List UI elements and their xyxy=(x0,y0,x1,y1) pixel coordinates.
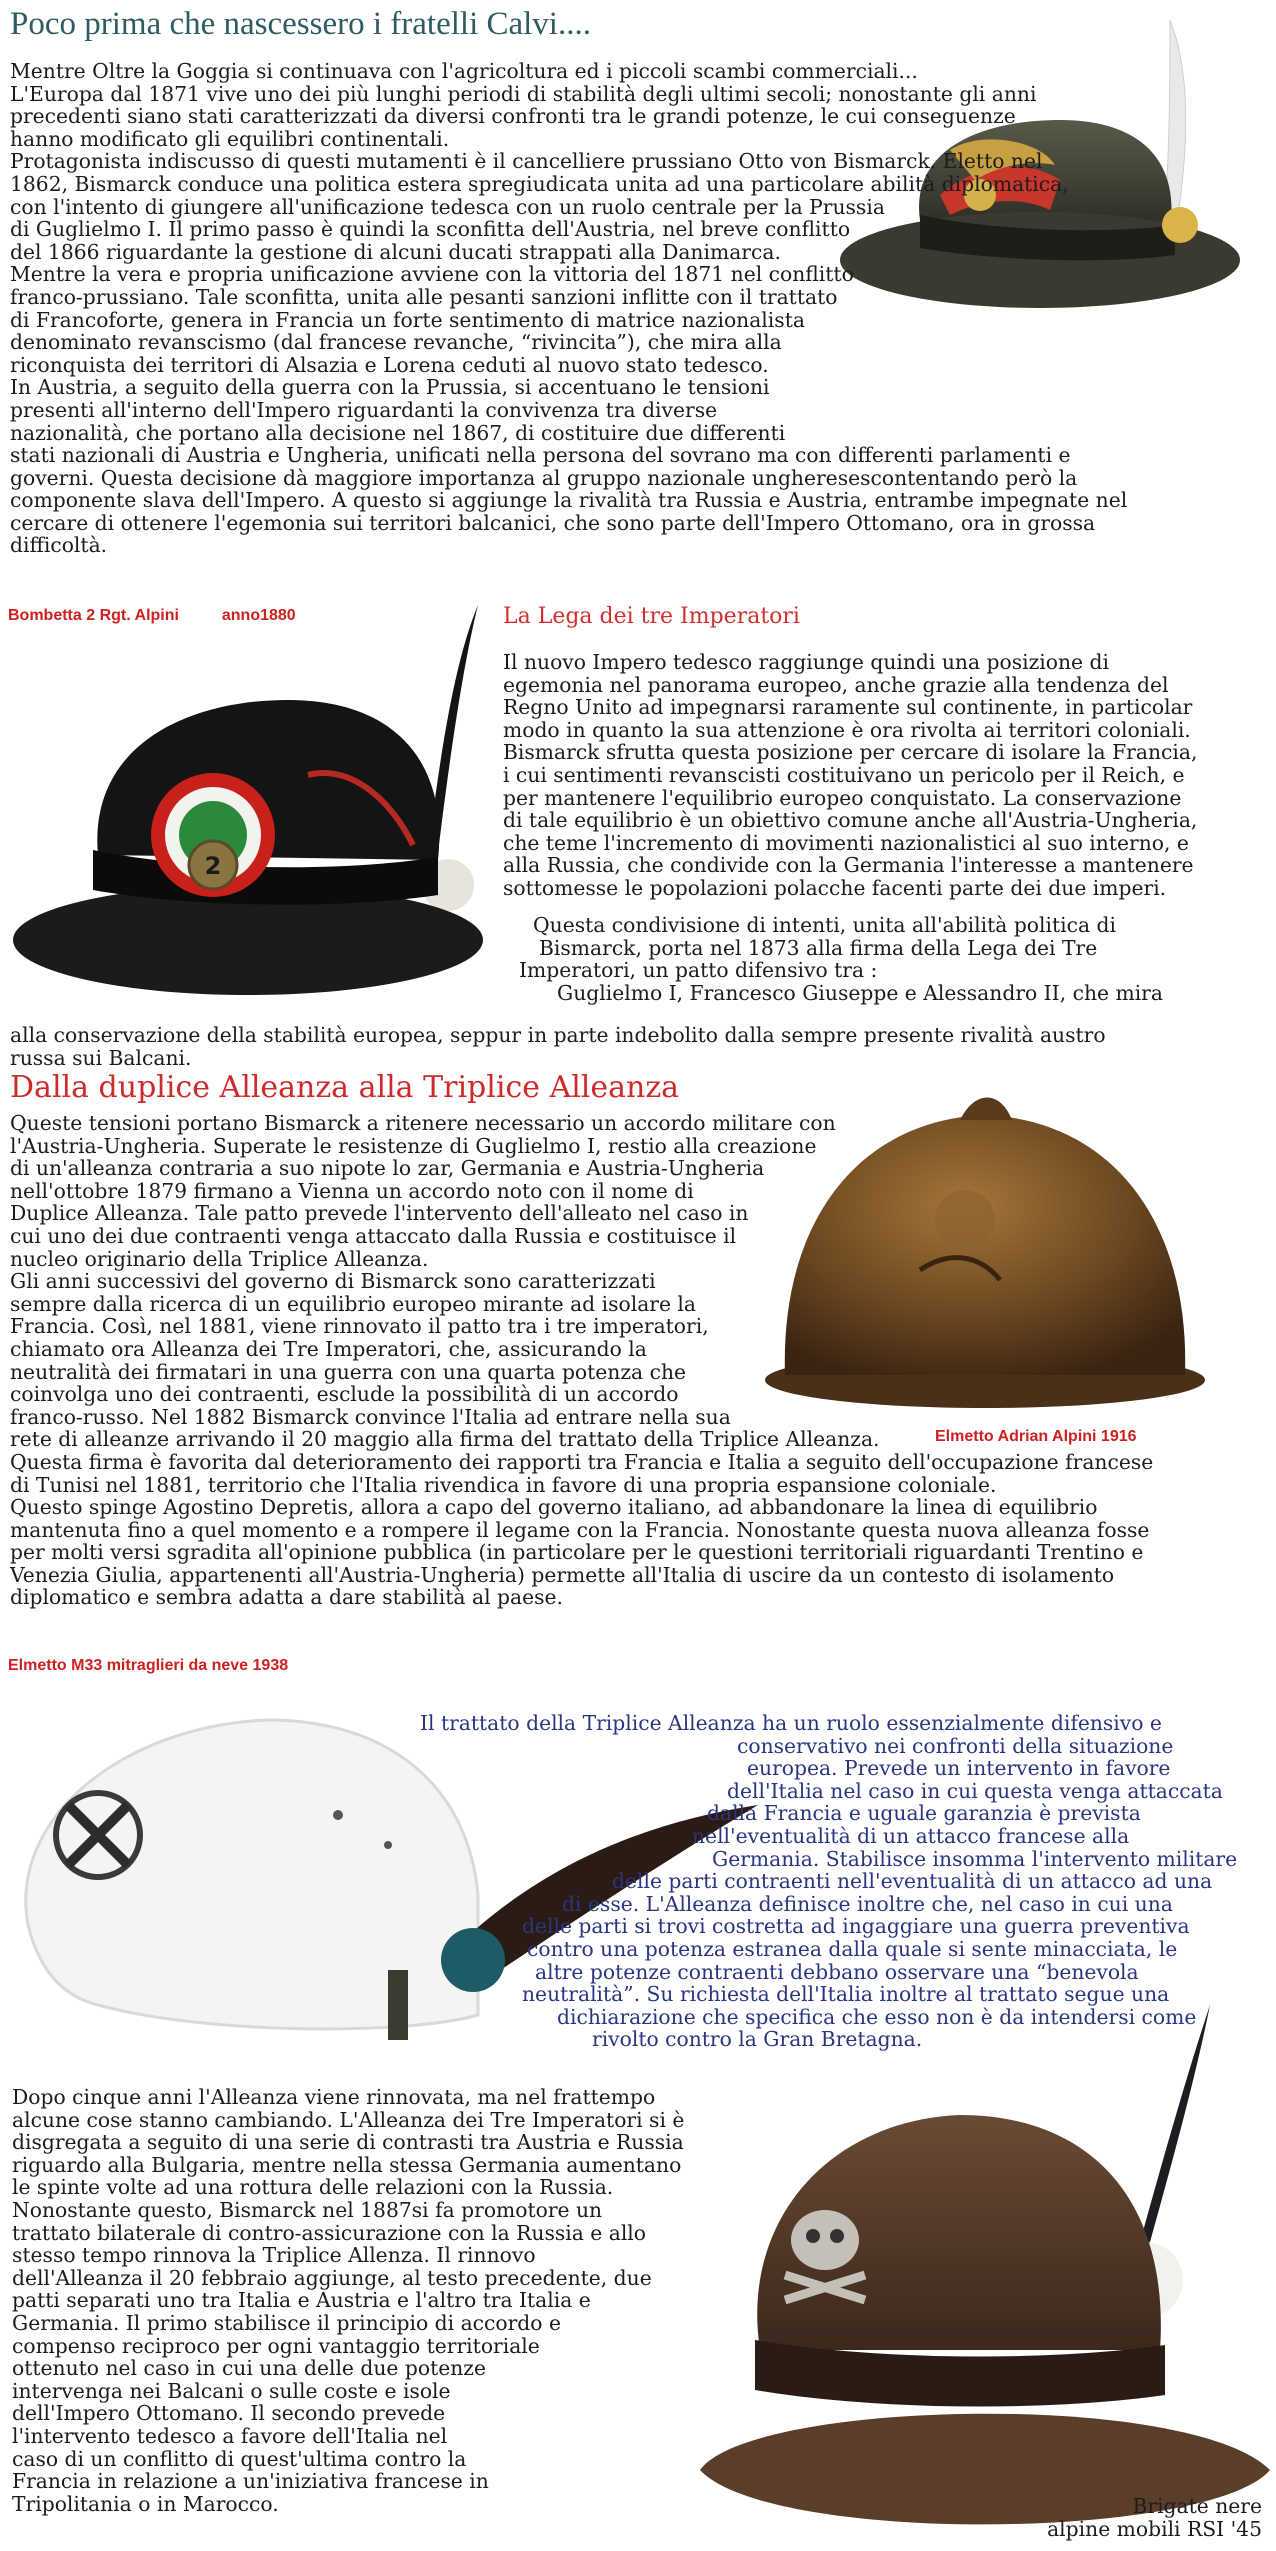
text-line: mantenuta fino a quel momento e a rompere il legame con la Francia. Nonostante questa nuova alleanza fosse xyxy=(10,1517,1150,1542)
text-line: di Francoforte, genera in Francia un forte sentimento di matrice nazionalista xyxy=(10,307,805,332)
text-line: riconquista dei territori di Alsazia e Lorena ceduti al nuovo stato tedesco. xyxy=(10,352,769,377)
text-line: caso di un conflitto di quest'ultima contro la xyxy=(12,2446,467,2471)
text-line: patti separati uno tra Italia e Austria e l'altro tra Italia e xyxy=(12,2288,591,2313)
lega-paragraph xyxy=(503,651,1197,900)
text-line: i cui sentimenti revanscisti costituivano un pericolo per il Reich, e xyxy=(503,762,1185,787)
text-line: intervenga nei Balcani o sulle coste e isole xyxy=(12,2378,451,2403)
text-line: Il nuovo Impero tedesco raggiunge quindi una posizione di xyxy=(503,650,1109,674)
text-line: neutralità dei firmatari in una guerra con una quarta potenza che xyxy=(10,1359,687,1384)
text-line: franco-prussiano. Tale sconfitta, unita alle pesanti sanzioni inflitte con il trattato xyxy=(10,284,838,309)
text-line: hanno modificato gli equilibri continentali. xyxy=(10,126,450,151)
text-line: neutralità”. Su richiesta dell'Italia inoltre al trattato segue una xyxy=(522,1982,1170,2007)
text-line: nell'eventualità di un attacco francese alla xyxy=(692,1823,1130,1848)
rsi-caption-line2: alpine mobili RSI '45 xyxy=(1047,2516,1262,2541)
text-line: dell'Alleanza il 20 febbraio aggiunge, al testo precedente, due xyxy=(12,2265,652,2290)
text-line: rete di alleanze arrivando il 20 maggio alla firma del trattato della Triplice Alleanza. xyxy=(10,1427,880,1452)
text-line: nazionalità, che portano alla decisione nel 1867, di costituire due differenti xyxy=(10,420,786,445)
text-line: delle parti contraenti nell'eventualità di un attacco ad una xyxy=(612,1869,1213,1894)
text-line: ottenuto nel caso in cui una delle due potenze xyxy=(12,2356,486,2381)
text-line: alcune cose stanno cambiando. L'Alleanza dei Tre Imperatori si è xyxy=(12,2107,685,2132)
text-line: trattato bilaterale di contro-assicurazione con la Russia e allo xyxy=(12,2220,647,2245)
text-line: sempre dalla ricerca di un equilibrio europeo mirante ad isolare la xyxy=(10,1291,697,1316)
text-line: Protagonista indiscusso di questi mutamenti è il cancelliere prussiano Otto von Bismarck. Eletto nel xyxy=(10,149,1043,174)
text-line: dichiarazione che specifica che esso non è da intendersi come xyxy=(557,2004,1197,2029)
text-line: nucleo originario della Triplice Alleanza. xyxy=(10,1246,429,1271)
text-line: dell'Impero Ottomano. Il secondo prevede xyxy=(12,2401,446,2426)
text-line: disgregata a seguito di una serie di contrasti tra Austria e Russia xyxy=(12,2130,684,2155)
text-line: Nonostante questo, Bismarck nel 1887si fa promotore un xyxy=(12,2197,603,2222)
text-line: Dopo cinque anni l'Alleanza viene rinnovata, ma nel frattempo xyxy=(12,2085,656,2109)
text-line: Regno Unito ad impegnarsi raramente sul continente, in particolar xyxy=(503,695,1193,720)
text-line: In Austria, a seguito della guerra con la Prussia, si accentuano le tensioni xyxy=(10,375,770,400)
text-line: con l'intento di giungere all'unificazione tedesca con un ruolo centrale per la Prussia xyxy=(10,194,885,219)
text-line: Duplice Alleanza. Tale patto prevede l'intervento dell'alleato nel caso in xyxy=(10,1201,749,1226)
text-line: chiamato ora Alleanza dei Tre Imperatori, che, assicurando la xyxy=(10,1336,647,1361)
text-line: cui uno dei due contraenti venga attaccato dalla Russia e costituisce il xyxy=(10,1223,737,1248)
text-line: Imperatori, un patto difensivo tra : xyxy=(519,958,878,983)
text-line: Germania. Stabilisce insomma l'intervento militare xyxy=(712,1846,1238,1871)
text-line: Bismarck, porta nel 1873 alla firma della Lega dei Tre xyxy=(539,935,1098,960)
bombetta-hat-illustration xyxy=(8,595,500,1015)
text-line: denominato revanscismo (dal francese revanche, “rivincita”), che mira alla xyxy=(10,330,782,355)
text-line: per mantenere l'equilibrio europeo conquistato. La conservazione xyxy=(503,785,1182,810)
text-line: dell'Italia nel caso in cui questa venga attaccata xyxy=(727,1778,1223,1803)
text-line: precedenti siano stati caratterizzati da diversi confronti tra le grandi potenze, le cui conseguenze xyxy=(10,104,1016,129)
svg-text:2: 2 xyxy=(204,852,222,880)
text-line: Guglielmo I, Francesco Giuseppe e Alessandro II, che mira xyxy=(557,980,1163,1005)
text-line: nell'ottobre 1879 firmano a Vienna un accordo noto con il nome di xyxy=(10,1178,694,1203)
text-line: governi. Questa decisione dà maggiore importanza al gruppo nazionale ungheresescontentando però la xyxy=(10,465,1078,490)
lega-heading: La Lega dei tre Imperatori xyxy=(503,604,800,629)
text-line: Il trattato della Triplice Alleanza ha un ruolo essenzialmente difensivo e xyxy=(420,1711,1162,1735)
text-line: componente slava dell'Impero. A questo si aggiunge la rivalità tra Russia e Austria, entrambe impegnate nel xyxy=(10,488,1128,513)
text-line: le spinte volte ad una rottura delle relazioni con la Russia. xyxy=(12,2175,614,2200)
text-line: per molti versi sgradita all'opinione pubblica (in particolare per le questioni territoriali riguardanti Trentino e xyxy=(10,1540,1144,1565)
alpine-hat-rsi-illustration xyxy=(690,2000,1276,2551)
text-line: Venezia Giulia, appartenenti all'Austria-Ungheria) permette all'Italia di uscire da un contesto di isolamento xyxy=(10,1562,1115,1587)
text-line: l'intervento tedesco a favore dell'Italia nel xyxy=(12,2423,448,2448)
text-line: che teme l'incremento di movimenti nazionalistici al suo interno, e xyxy=(503,830,1189,855)
text-line: conservativo nei confronti della situazione xyxy=(737,1733,1174,1758)
text-line: modo in quanto la sua attenzione è ora rivolta ai territori coloniali. xyxy=(503,717,1191,742)
text-line: Tripolitania o in Marocco. xyxy=(12,2491,279,2516)
m33-caption: Elmetto M33 mitraglieri da neve 1938 xyxy=(8,1657,289,1674)
text-line: di esse. L'Alleanza definisce inoltre che, nel caso in cui una xyxy=(562,1891,1173,1916)
text-line: altre potenze contraenti debbano osservare una “benevola xyxy=(535,1959,1139,1984)
text-line: Francia. Così, nel 1881, viene rinnovato il patto tra i tre imperatori, xyxy=(10,1314,709,1339)
text-line: stati nazionali di Austria e Ungheria, unificati nella persona del sovrano ma con differenti parlamenti e xyxy=(10,443,1071,468)
text-line: di Guglielmo I. Il primo passo è quindi la sconfitta dell'Austria, nel breve conflitto xyxy=(10,217,851,242)
text-line: franco-russo. Nel 1882 Bismarck convince l'Italia ad entrare nella sua xyxy=(10,1404,731,1429)
text-line: russa sui Balcani. xyxy=(10,1045,192,1070)
text-line: cercare di ottenere l'egemonia sui territori balcanici, che sono parte dell'Impero Ottomano, ora in grossa xyxy=(10,510,1096,535)
text-line: diplomatico e sembra adatta a dare stabilità al paese. xyxy=(10,1585,563,1610)
text-line: delle parti si trovi costretta ad ingaggiare una guerra preventiva xyxy=(522,1914,1190,1939)
text-line: rivolto contro la Gran Bretagna. xyxy=(592,2027,923,2052)
text-line: Bismarck sfrutta questa posizione per cercare di isolare la Francia, xyxy=(503,740,1198,765)
lega-indented-lines xyxy=(519,913,1163,1005)
text-line: compenso reciproco per ogni vantaggio territoriale xyxy=(12,2333,540,2358)
rinnovo-paragraph xyxy=(12,2086,684,2515)
text-line: sottomesse le popolazioni polacche facenti parte dei due imperi. xyxy=(503,875,1167,900)
text-line: Mentre la vera e propria unificazione avviene con la vittoria del 1871 nel conflitto xyxy=(10,262,854,287)
text-line: presenti all'interno dell'Impero riguardanti la convivenza tra diverse xyxy=(10,397,718,422)
text-line: difficoltà. xyxy=(10,533,108,558)
rsi-caption-line1: Brigate nere xyxy=(1132,2494,1262,2518)
bombetta-caption-label: Bombetta 2 Rgt. Alpini xyxy=(8,607,179,624)
text-line: del 1866 riguardante la gestione di alcuni ducati strappati alla Danimarca. xyxy=(10,239,781,264)
text-line: l'Austria-Ungheria. Superate le resistenze di Guglielmo I, restio alla creazione xyxy=(10,1133,817,1158)
text-line: contro una potenza estranea dalla quale si sente minacciata, le xyxy=(527,1936,1178,1961)
triplice-heading: Dalla duplice Alleanza alla Triplice Alleanza xyxy=(10,1070,680,1105)
bombetta-caption-year: anno1880 xyxy=(221,607,296,624)
lega-tail xyxy=(10,1024,1106,1069)
text-line: Queste tensioni portano Bismarck a ritenere necessario un accordo militare con xyxy=(10,1111,836,1135)
text-line: dalla Francia e uguale garanzia è prevista xyxy=(707,1801,1141,1826)
intro-paragraph xyxy=(10,60,1127,557)
text-line: coinvolga uno dei contraenti, esclude la possibilità di un accordo xyxy=(10,1382,679,1407)
text-line: Germania. Il primo stabilisce il principio di accordo e xyxy=(12,2310,561,2335)
text-line: europea. Prevede un intervento in favore xyxy=(747,1756,1171,1781)
text-line: L'Europa dal 1871 vive uno dei più lunghi periodi di stabilità degli ultimi secoli; nonostante gli anni xyxy=(10,81,1037,106)
text-line: Mentre Oltre la Goggia si continuava con l'agricoltura ed i piccoli scambi commerciali... xyxy=(10,59,918,83)
rsi-caption xyxy=(1000,2495,1262,2540)
text-line: riguardo alla Bulgaria, mentre nella stessa Germania aumentano xyxy=(12,2152,682,2177)
text-line: Questa firma è favorita dal deterioramento dei rapporti tra Francia e Italia a seguito dell'occupazione francese xyxy=(10,1449,1154,1474)
text-line: Questa condivisione di intenti, unita all'abilità politica di xyxy=(533,913,1116,937)
text-line: di tale equilibrio è un obiettivo comune anche all'Austria-Ungheria, xyxy=(503,808,1198,833)
text-line: stesso tempo rinnova la Triplice Allenza. Il rinnovo xyxy=(12,2243,536,2268)
text-line: di Tunisi nel 1881, territorio che l'Italia rivendica in favore di una propria espansione coloniale. xyxy=(10,1472,997,1497)
text-line: alla conservazione della stabilità europea, seppur in parte indebolito dalla sempre presente rivalità austro xyxy=(10,1023,1106,1047)
text-line: Questo spinge Agostino Depretis, allora a capo del governo italiano, ad abbandonare la linea di equilibrio xyxy=(10,1495,1098,1520)
text-line: di un'alleanza contraria a suo nipote lo zar, Germania e Austria-Ungheria xyxy=(10,1156,765,1181)
page-title: Poco prima che nascessero i fratelli Calvi.... xyxy=(10,6,591,42)
adrian-caption: Elmetto Adrian Alpini 1916 xyxy=(935,1428,1137,1445)
text-line: Francia in relazione a un'iniziativa francese in xyxy=(12,2469,489,2494)
text-line: alla Russia, che condivide con la Germania l'interesse a mantenere xyxy=(503,853,1194,878)
text-line: Gli anni successivi del governo di Bismarck sono caratterizzati xyxy=(10,1269,656,1294)
text-line: 1862, Bismarck conduce una politica estera spregiudicata unita ad una particolare abilità diplomatica, xyxy=(10,171,1069,196)
text-line: egemonia nel panorama europeo, anche grazie alla tendenza del xyxy=(503,672,1169,697)
triplice-paragraph xyxy=(10,1112,1153,1609)
